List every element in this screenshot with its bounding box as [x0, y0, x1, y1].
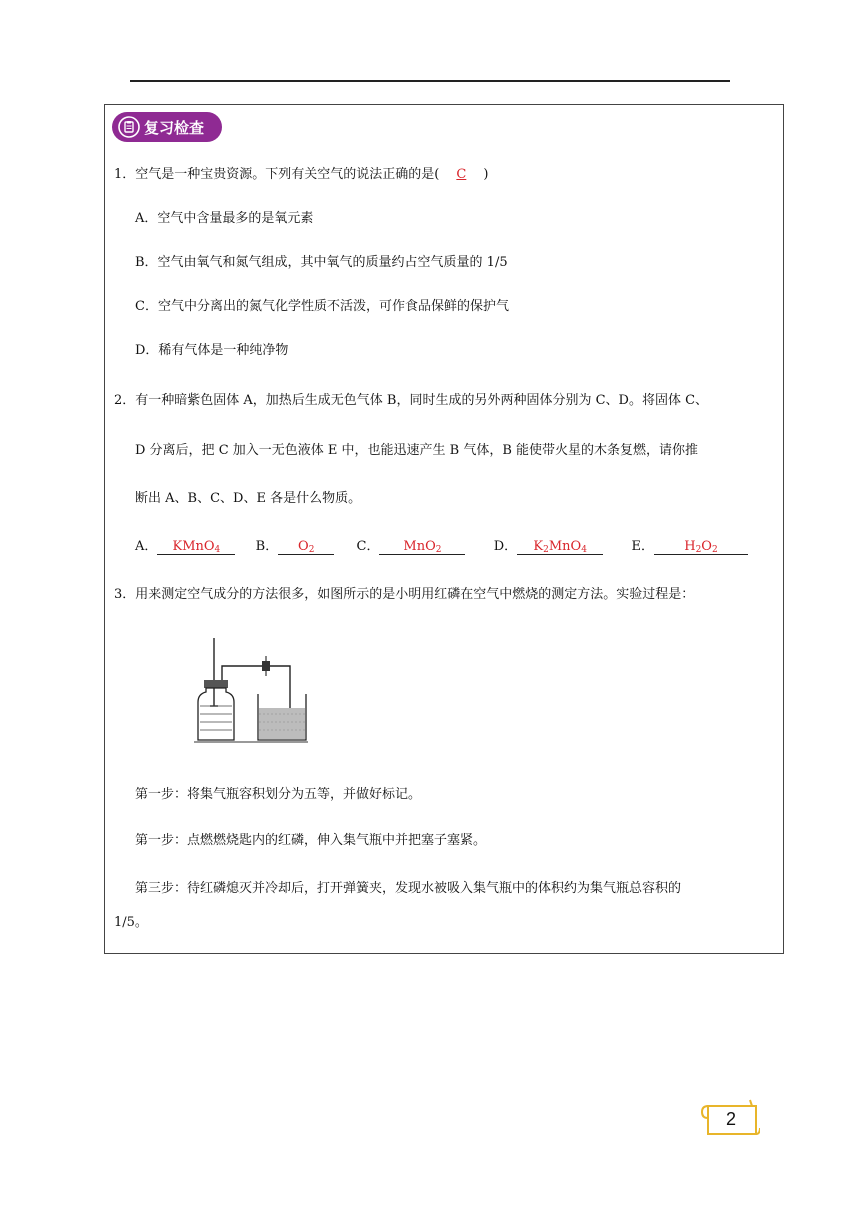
q2-line-2: D 分离后，把 C 加入一无色液体 E 中，也能迅速产生 B 气体，B 能使带火星的木条复燃，请你推 — [135, 443, 699, 458]
header-rule — [130, 80, 730, 82]
q2-blank-e: $H_2O_2$ — [654, 539, 748, 555]
q1-stem: 1．空气是一种宝贵资源。下列有关空气的说法正确的是( — [114, 167, 440, 182]
q1-close: ) — [483, 167, 489, 182]
q2-label-c: C． — [356, 539, 380, 554]
q3-step-3-line-1: 第三步：待红磷熄灭并冷却后，打开弹簧夹，发现水被吸入集气瓶中的体积约为集气瓶总容积的 — [135, 881, 682, 896]
clipboard-icon — [118, 116, 140, 138]
q2-line-3: 断出 A、B、C、D、E 各是什么物质。 — [135, 491, 362, 506]
q2-line-1: 2．有一种暗紫色固体 A，加热后生成无色气体 B，同时生成的另外两种固体分别为 C、D。将固体 C、 — [114, 393, 709, 408]
q1-stem-line — [114, 166, 488, 184]
q3-step-2: 第一步：点燃燃烧匙内的红磷，伸入集气瓶中并把塞子塞紧。 — [135, 833, 487, 848]
q3-step-3-line-2: 1/5。 — [114, 915, 148, 930]
q2-label-a: A． — [135, 539, 158, 554]
q2-blank-a: KMnO$_4$ — [157, 539, 235, 555]
section-badge-label: 复习检查 — [144, 118, 205, 137]
q1-option-c: C．空气中分离出的氮气化学性质不活泼，可作食品保鲜的保护气 — [135, 299, 509, 314]
q3-stem: 3．用来测定空气成分的方法很多，如图所示的是小明用红磷在空气中燃烧的测定方法。实验过程是： — [114, 587, 695, 602]
q2-label-e: E． — [631, 539, 654, 554]
q2-answers-row — [135, 538, 748, 556]
q1-option-d: D．稀有气体是一种纯净物 — [135, 343, 289, 358]
q2-label-d: D． — [493, 539, 518, 554]
section-badge — [112, 112, 222, 142]
experiment-apparatus-diagram — [192, 636, 310, 748]
q2-blank-b: $O_2$ — [278, 539, 334, 555]
q1-answer: C — [456, 167, 467, 182]
q2-blank-d: $K_2MnO_4$ — [517, 539, 603, 555]
q3-step-1: 第一步：将集气瓶容积划分为五等，并做好标记。 — [135, 787, 422, 802]
content-frame — [104, 104, 784, 954]
q1-option-b: B．空气由氧气和氮气组成，其中氧气的质量约占空气质量的 1/5 — [135, 255, 508, 270]
q1-option-a: A．空气中含量最多的是氧元素 — [135, 211, 314, 226]
page-number: 2 — [725, 1109, 736, 1129]
q2-label-b: B． — [255, 539, 279, 554]
q2-blank-c: MnO$_2$ — [379, 539, 465, 555]
